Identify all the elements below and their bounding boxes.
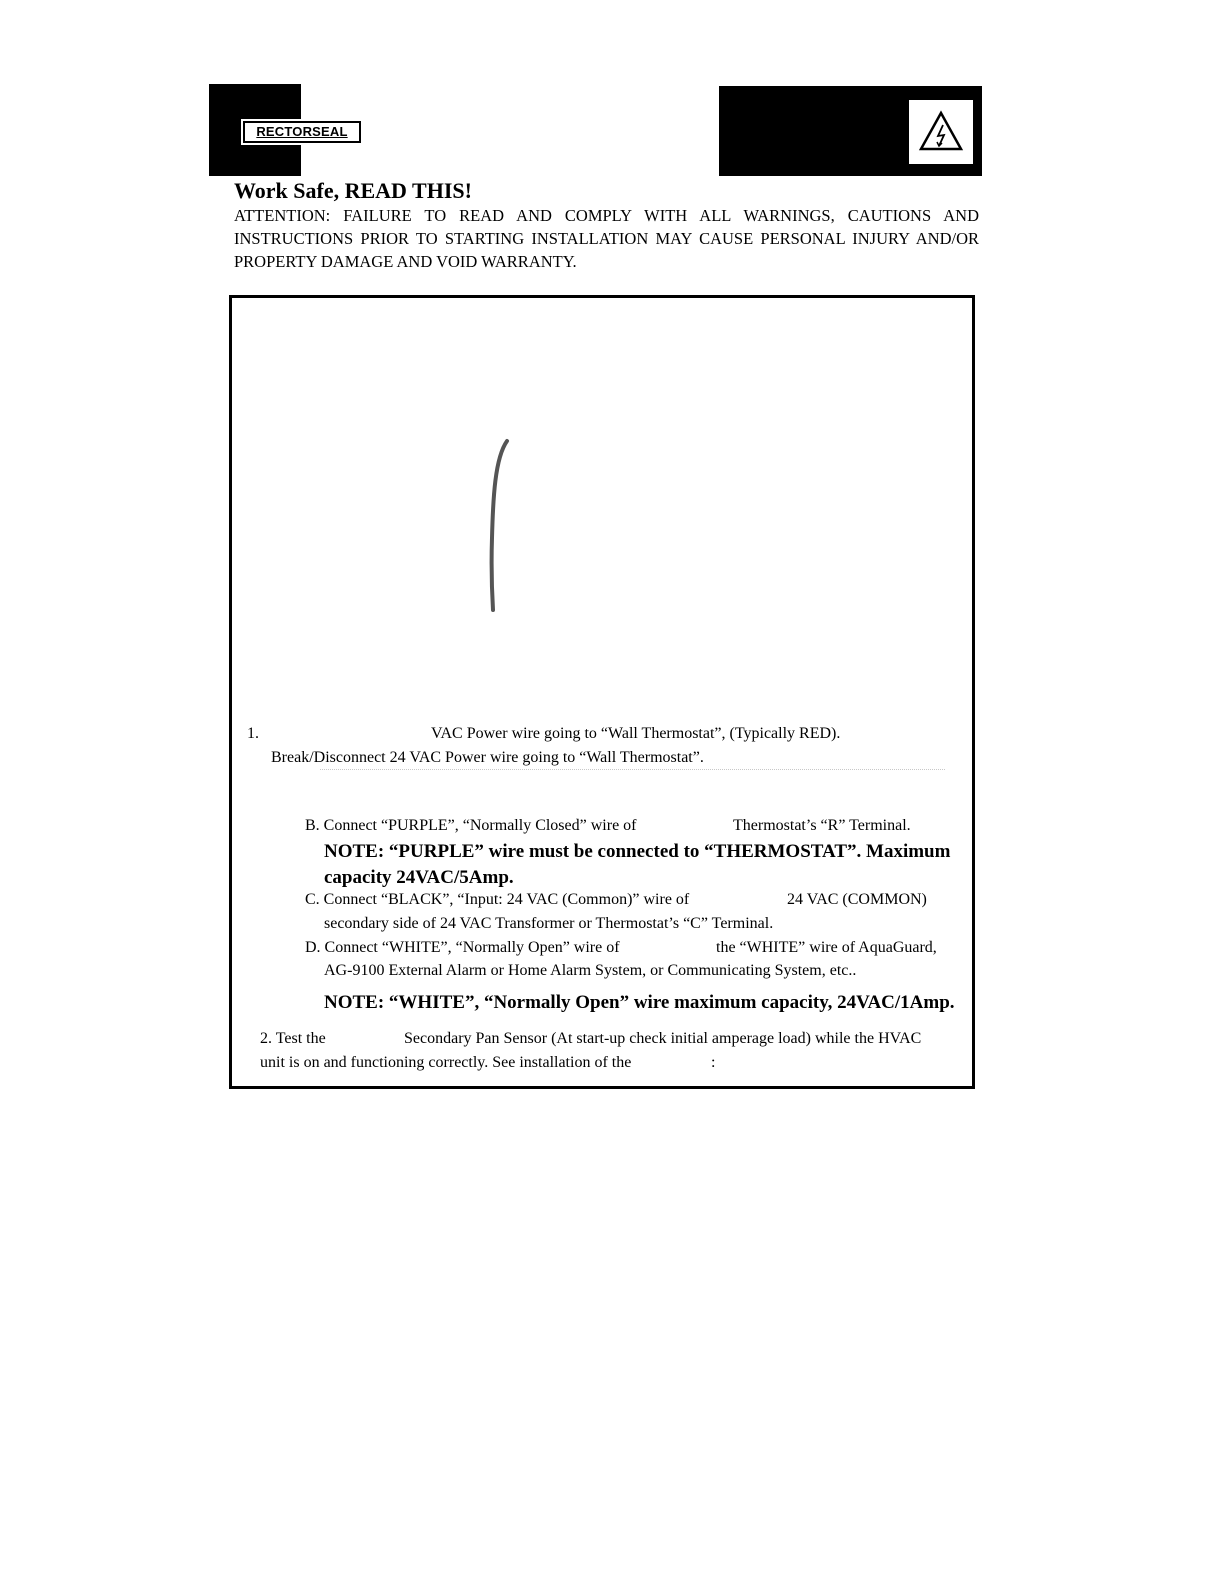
step-c-left: C. Connect “BLACK”, “Input: 24 VAC (Common)” wire of [305,891,690,908]
step-2-line-2: unit is on and functioning correctly. See installation of the [260,1054,632,1071]
step-d-right: the “WHITE” wire of AquaGuard, [716,939,937,956]
step-2-left: 2. Test the [260,1030,326,1047]
step-d-line-2: AG-9100 External Alarm or Home Alarm System, or Communicating System, etc.. [324,962,857,979]
step-b-right: Thermostat’s “R” Terminal. [733,817,911,834]
page-heading: Work Safe, READ THIS! [234,178,472,203]
note-purple-line-1: NOTE: “PURPLE” wire must be connected to “THERMOSTAT”. Maximum [324,841,951,862]
note-white: NOTE: “WHITE”, “Normally Open” wire maximum capacity, 24VAC/1Amp. [324,992,955,1013]
step-1-subtext: Break/Disconnect 24 VAC Power wire going to “Wall Thermostat”. [271,749,704,766]
warning-icon-box [909,100,973,164]
step-b-left: B. Connect “PURPLE”, “Normally Closed” wire of [305,817,637,834]
step-2-colon: : [711,1054,716,1071]
note-purple-line-2: capacity 24VAC/5Amp. [324,867,514,888]
step-1-number: 1. [247,725,259,742]
step-2-right: Secondary Pan Sensor (At start-up check initial amperage load) while the HVAC [404,1030,922,1047]
high-voltage-warning-icon [918,110,964,152]
step-c-right: 24 VAC (COMMON) [787,891,927,908]
rectorseal-logo: RECTORSEAL [243,121,361,143]
step-1-text: VAC Power wire going to “Wall Thermostat”, (Typically RED). [431,725,841,742]
step-c-line-2: secondary side of 24 VAC Transformer or Thermostat’s “C” Terminal. [324,915,774,932]
step-d-left: D. Connect “WHITE”, “Normally Open” wire of [305,939,620,956]
attention-notice: ATTENTION: FAILURE TO READ AND COMPLY WITH ALL WARNINGS, CAUTIONS AND INSTRUCTIONS PRIOR TO STARTING INSTALLATION MAY CAUSE PERSONAL INJURY AND/OR PROPERTY DAMAGE AND VOID WARRANTY. [234,206,979,271]
wire-diagram-stroke [485,438,515,614]
faded-text-line [320,769,945,772]
